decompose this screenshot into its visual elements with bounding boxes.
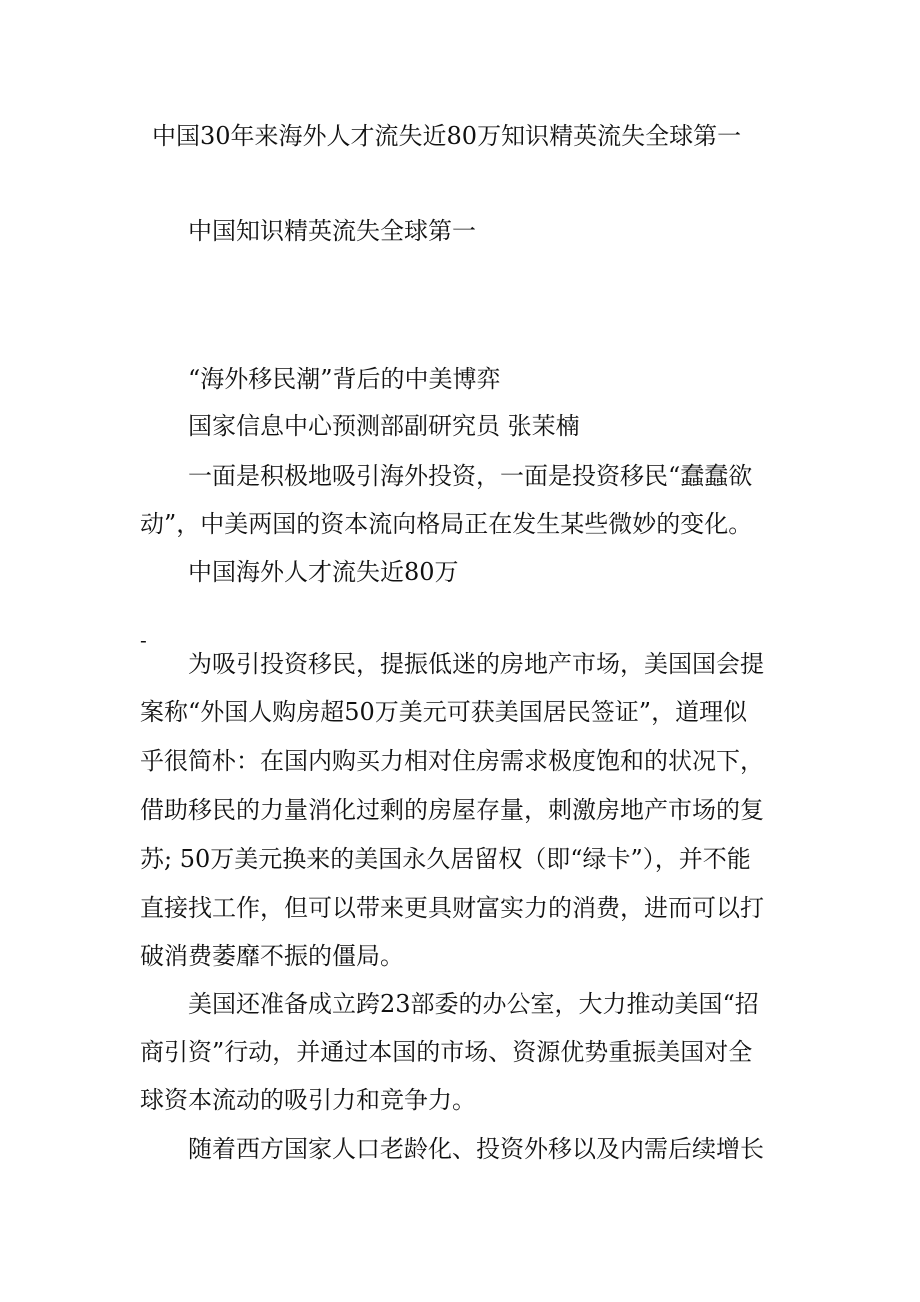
section-title: “海外移民潮”背后的中美博弈 — [188, 365, 501, 393]
intro-line-2: 动”，中美两国的资本流向格局正在发生某些微妙的变化。 — [140, 510, 753, 538]
paragraph1-line-5: 苏; 50万美元换来的美国永久居留权（即“绿卡”），并不能 — [140, 845, 751, 873]
paragraph1-line-3: 乎很简朴：在国内购买力相对住房需求极度饱和的状况下， — [140, 747, 764, 775]
intro-line-1: 一面是积极地吸引海外投资，一面是投资移民“蠢蠢欲 — [188, 462, 753, 490]
paragraph1-line-4: 借助移民的力量消化过剩的房屋存量，刺激房地产市场的复 — [140, 796, 764, 824]
paragraph2-line-1: 美国还准备成立跨23部委的办公室，大力推动美国“招 — [188, 990, 759, 1018]
paragraph2-line-3: 球资本流动的吸引力和竞争力。 — [140, 1086, 476, 1114]
document-title: 中国30年来海外人才流失近80万知识精英流失全球第一 — [152, 122, 742, 150]
paragraph1-line-7: 破消费萎靡不振的僵局。 — [140, 942, 404, 970]
section-heading: 中国海外人才流失近80万 — [188, 558, 459, 586]
document-subtitle: 中国知识精英流失全球第一 — [188, 217, 476, 245]
paragraph2-line-2: 商引资”行动，并通过本国的市场、资源优势重振美国对全 — [140, 1038, 753, 1066]
paragraph1-line-6: 直接找工作，但可以带来更具财富实力的消费，进而可以打 — [140, 894, 764, 922]
paragraph1-line-1: 为吸引投资移民，提振低迷的房地产市场，美国国会提 — [188, 650, 764, 678]
paragraph3-line-1: 随着西方国家人口老龄化、投资外移以及内需后续增长 — [188, 1135, 764, 1163]
paragraph1-line-2: 案称“外国人购房超50万美元可获美国居民签证”，道理似 — [140, 698, 748, 726]
dash-marker: - — [140, 628, 147, 652]
author-line: 国家信息中心预测部副研究员 张茉楠 — [188, 412, 580, 440]
